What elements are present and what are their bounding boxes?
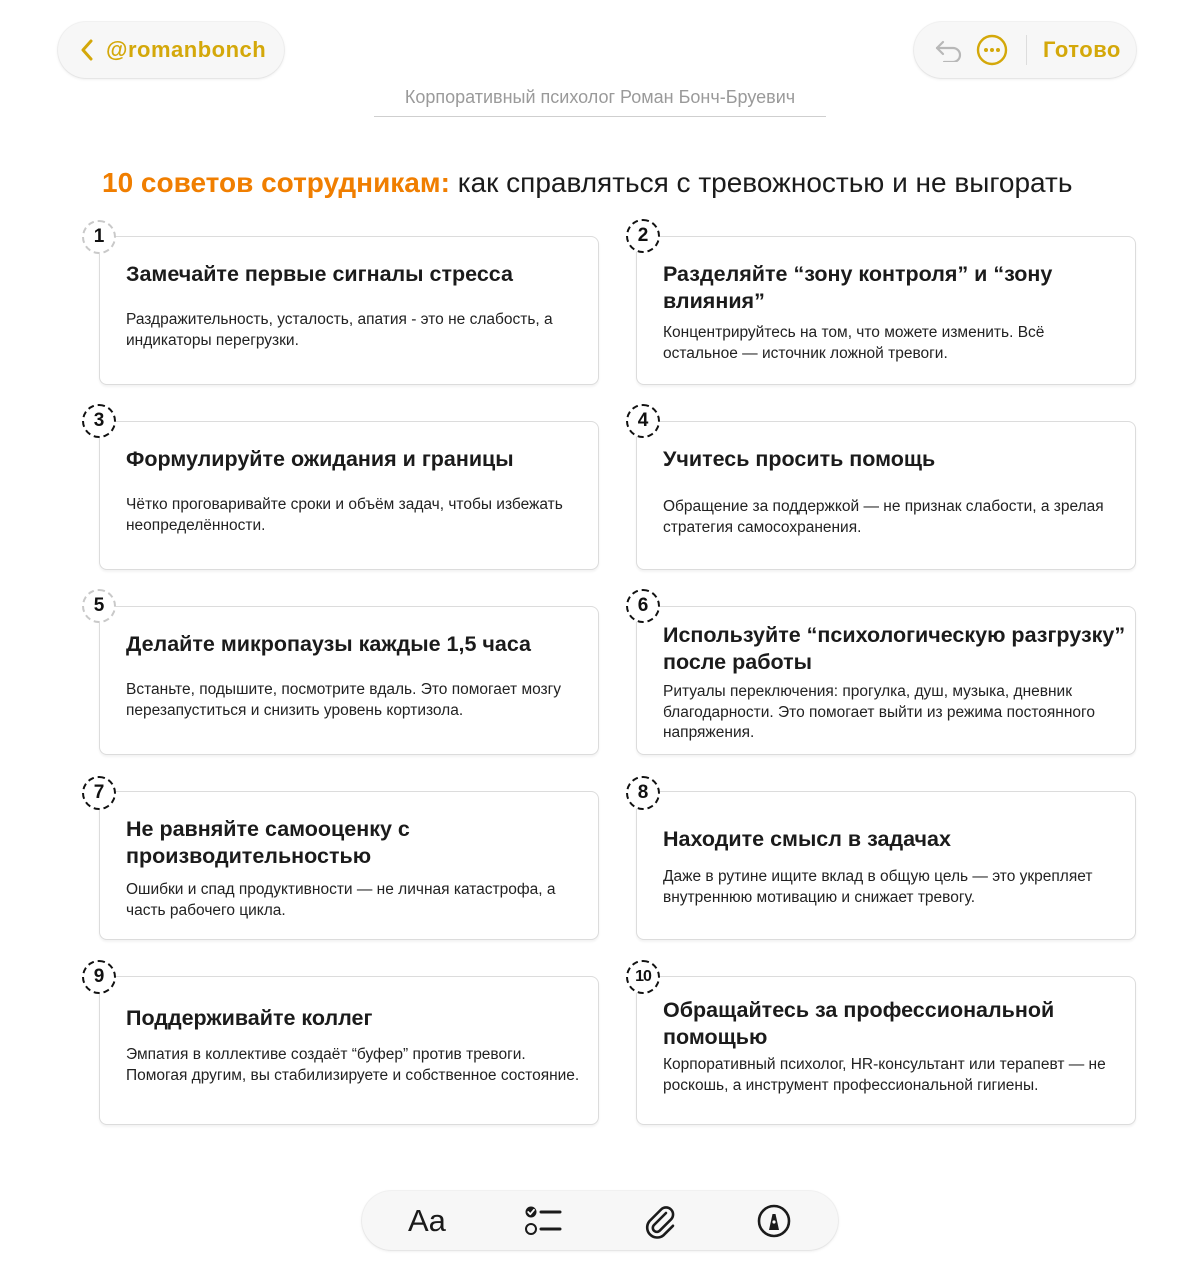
tip-text: Даже в рутине ищите вклад в общую цель — это укрепляет внутреннюю мотивацию и снижает тревогу. (663, 868, 1093, 906)
tip-title: Замечайте первые сигналы стресса (126, 262, 513, 286)
checklist-icon[interactable] (524, 1204, 564, 1238)
text-format-label: Aa (408, 1202, 446, 1238)
chevron-left-icon (80, 39, 94, 61)
tip-card-2 (636, 236, 1136, 385)
title-accent: 10 советов сотрудникам: (102, 167, 450, 198)
tip-title: Формулируйте ожидания и границы (126, 447, 514, 471)
tip-number-badge: 4 (626, 404, 660, 438)
tip-title: Находите смысл в задачах (663, 827, 951, 851)
back-button-label: @romanbonch (106, 37, 267, 62)
tip-number-badge: 6 (626, 589, 660, 623)
back-button[interactable] (58, 22, 284, 78)
note-subtitle: Корпоративный психолог Роман Бонч-Бруевич (374, 84, 826, 117)
tip-number-badge: 10 (626, 960, 660, 994)
tip-number-badge: 9 (82, 960, 116, 994)
tip-title: Используйте “психологическую разгрузку” после работы (663, 623, 1126, 674)
tip-title: Делайте микропаузы каждые 1,5 часа (126, 632, 531, 656)
tip-card-9 (99, 976, 599, 1125)
tip-text: Концентрируйтесь на том, что можете изменить. Всё остальное — источник ложной тревоги. (663, 324, 1045, 362)
page-title (102, 163, 1182, 203)
tip-text: Встаньте, подышите, посмотрите вдаль. Это помогает мозгу перезапуститься и снизить уровень кортизола. (126, 681, 562, 719)
tip-number-badge: 5 (82, 589, 116, 623)
tip-card-7 (99, 791, 599, 940)
tip-title: Обращайтесь за профессиональной помощью (663, 998, 1055, 1049)
tip-card-5 (99, 606, 599, 755)
tip-text: Обращение за поддержкой — не признак слабости, а зрелая стратегия самосохранения. (663, 498, 1104, 536)
text-format-icon[interactable] (408, 1203, 446, 1239)
tip-number-badge: 2 (626, 219, 660, 253)
tip-title: Учитесь просить помощь (663, 447, 936, 471)
tip-text: Эмпатия в коллективе создаёт “буфер” против тревоги. Помогая другим, вы стабилизируете и собственное состояние. (126, 1046, 580, 1084)
tip-card-8 (636, 791, 1136, 940)
tip-text: Чётко проговаривайте сроки и объём задач, чтобы избежать неопределённости. (126, 496, 563, 534)
title-rest: как справляться с тревожностью и не выгорать (449, 167, 1073, 198)
tip-number-badge: 8 (626, 776, 660, 810)
undo-icon[interactable] (934, 38, 964, 62)
tip-card-3 (99, 421, 599, 570)
tip-card-1 (99, 236, 599, 385)
done-button[interactable]: Готово (1043, 37, 1121, 62)
tip-card-10 (636, 976, 1136, 1125)
tip-card-4 (636, 421, 1136, 570)
tip-number-badge: 7 (82, 776, 116, 810)
tip-number-badge: 3 (82, 404, 116, 438)
tip-text: Раздражительность, усталость, апатия - это не слабость, а индикаторы перегрузки. (126, 311, 553, 349)
tip-card-6 (636, 606, 1136, 755)
tip-title: Не равняйте самооценку с производительностью (126, 817, 410, 868)
tip-text: Ошибки и спад продуктивности — не личная катастрофа, а часть рабочего цикла. (126, 881, 556, 919)
top-toolbar (914, 22, 1136, 78)
tip-text: Корпоративный психолог, HR-консультант или терапевт — не роскошь, а инструмент профессиональной гигиены. (663, 1056, 1106, 1094)
tip-number-badge: 1 (82, 220, 116, 254)
more-options-icon[interactable] (976, 34, 1008, 66)
tip-title: Поддерживайте коллег (126, 1006, 373, 1030)
tip-title: Разделяйте “зону контроля” и “зону влияния” (663, 262, 1053, 313)
tip-text: Ритуалы переключения: прогулка, душ, музыка, дневник благодарности. Это помогает выйти из режима постоянного напряжения. (663, 683, 1095, 741)
toolbar-divider (1026, 35, 1027, 65)
markup-pen-icon[interactable] (756, 1203, 792, 1239)
paperclip-icon[interactable] (642, 1203, 678, 1239)
bottom-toolbar (362, 1191, 838, 1250)
